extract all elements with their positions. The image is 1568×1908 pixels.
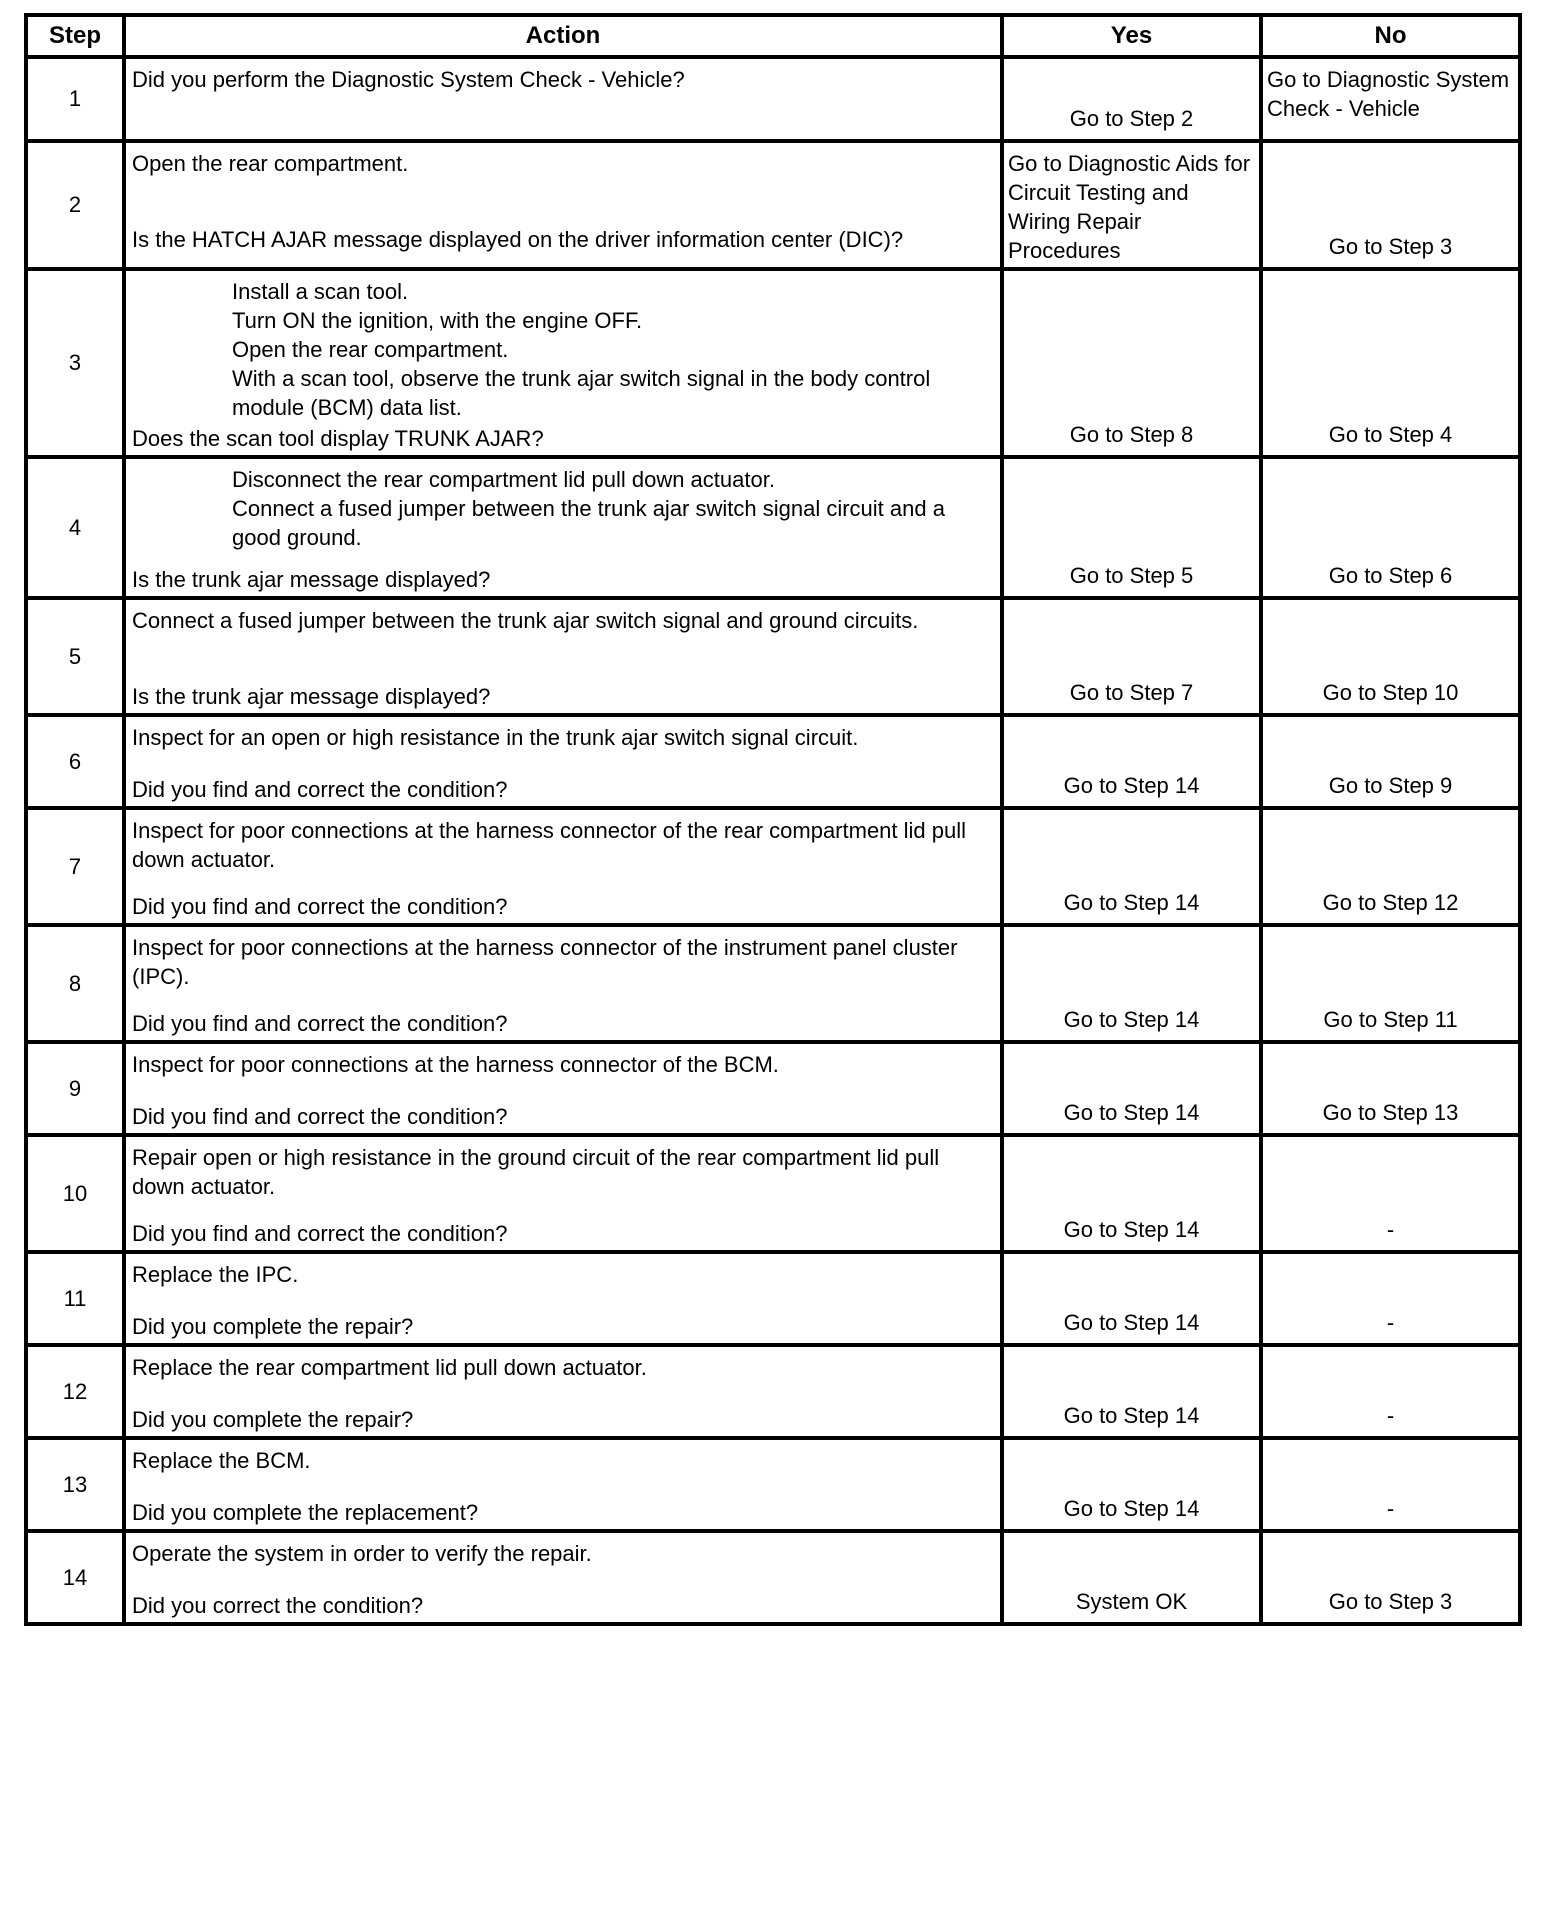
action-question: Did you find and correct the condition? [132,777,508,802]
action-instructions [132,606,994,635]
step-cell [26,808,124,925]
action-question: Did you find and correct the condition? [132,1221,508,1246]
table-row [26,1438,1520,1531]
table-row [26,57,1520,141]
step-cell [26,269,124,457]
header-yes: Yes [1002,15,1261,57]
no-cell: - [1261,1252,1520,1345]
yes-cell: Go to Step 14 [1002,1042,1261,1135]
step-cell [26,57,124,141]
action-cell [124,1042,1002,1135]
action-question: Is the trunk ajar message displayed? [132,567,491,592]
action-line: Inspect for poor connections at the harness connector of the BCM. [132,1052,779,1077]
table-row [26,269,1520,457]
action-cell [124,808,1002,925]
step-number: 8 [68,970,82,996]
step-cell [26,1531,124,1624]
action-cell [124,1531,1002,1624]
no-cell: Go to Step 4 [1261,269,1520,457]
header-step: Step [26,15,124,57]
action-line: Disconnect the rear compartment lid pull down actuator. [232,467,775,492]
action-cell [124,57,1002,141]
no-cell: Go to Step 10 [1261,598,1520,715]
action-instructions [132,465,994,552]
action-instructions [132,277,994,422]
action-line: Turn ON the ignition, with the engine OFF. [232,308,643,333]
table-row [26,715,1520,808]
no-cell: - [1261,1135,1520,1252]
yes-cell: Go to Step 14 [1002,1438,1261,1531]
action-line: Inspect for poor connections at the harness connector of the rear compartment lid pull down actuator. [132,818,967,872]
action-line: Replace the BCM. [132,1448,311,1473]
action-line: Replace the IPC. [132,1262,299,1287]
yes-cell: Go to Step 14 [1002,808,1261,925]
header-action: Action [124,15,1002,57]
action-instructions [132,933,994,991]
action-question: Did you complete the repair? [132,1407,414,1432]
action-cell [124,457,1002,598]
action-line: Inspect for poor connections at the harness connector of the instrument panel cluster (IPC). [132,935,958,989]
diagnostic-table [24,13,1522,1626]
yes-cell: System OK [1002,1531,1261,1624]
no-cell: Go to Step 6 [1261,457,1520,598]
table-row [26,808,1520,925]
step-cell [26,1438,124,1531]
action-instructions [132,1539,994,1568]
action-cell [124,141,1002,269]
step-number: 14 [62,1564,88,1590]
yes-cell: Go to Step 2 [1002,57,1261,141]
step-cell [26,715,124,808]
action-instructions [132,723,994,752]
step-number: 9 [68,1075,82,1101]
action-cell [124,269,1002,457]
step-number: 1 [68,86,82,111]
step-number: 7 [68,853,82,879]
no-cell: Go to Diagnostic System Check - Vehicle [1261,57,1520,141]
action-question: Did you find and correct the condition? [132,1011,508,1036]
step-number: 4 [68,514,82,540]
action-instructions [132,1353,994,1382]
action-question: Is the trunk ajar message displayed? [132,684,491,709]
action-question: Did you find and correct the condition? [132,894,508,919]
action-question: Is the HATCH AJAR message displayed on the driver information center (DIC)? [132,227,904,252]
action-question: Did you complete the replacement? [132,1500,479,1525]
action-line: With a scan tool, observe the trunk ajar switch signal in the body control module (BCM) data list. [232,366,931,420]
table-row [26,925,1520,1042]
table-row [26,457,1520,598]
step-cell [26,598,124,715]
action-cell [124,598,1002,715]
action-question: Does the scan tool display TRUNK AJAR? [132,426,544,451]
action-cell [124,715,1002,808]
action-cell [124,1345,1002,1438]
step-number: 5 [68,643,82,669]
action-cell [124,1135,1002,1252]
no-cell: Go to Step 12 [1261,808,1520,925]
action-line: Replace the rear compartment lid pull down actuator. [132,1355,647,1380]
step-cell [26,1042,124,1135]
step-number: 11 [63,1285,87,1311]
action-cell [124,1252,1002,1345]
yes-cell: Go to Step 14 [1002,925,1261,1042]
action-instructions [132,149,994,178]
step-cell [26,457,124,598]
yes-cell: Go to Step 14 [1002,715,1261,808]
no-cell: Go to Step 11 [1261,925,1520,1042]
action-instructions [132,1446,994,1475]
action-cell [124,925,1002,1042]
table-row [26,598,1520,715]
header-no: No [1261,15,1520,57]
no-cell: - [1261,1438,1520,1531]
yes-cell: Go to Step 8 [1002,269,1261,457]
action-instructions [132,65,994,94]
action-line: Install a scan tool. [232,279,409,304]
yes-cell: Go to Step 7 [1002,598,1261,715]
action-instructions [132,1050,994,1079]
yes-cell: Go to Step 14 [1002,1135,1261,1252]
yes-cell: Go to Step 14 [1002,1345,1261,1438]
action-line: Open the rear compartment. [232,337,509,362]
step-number: 10 [62,1180,88,1206]
table-row [26,1042,1520,1135]
action-instructions [132,1143,994,1201]
header-row [26,15,1520,57]
table-row [26,1345,1520,1438]
yes-cell: Go to Step 5 [1002,457,1261,598]
table-row [26,1252,1520,1345]
step-cell [26,1252,124,1345]
step-cell [26,1135,124,1252]
step-number: 13 [62,1471,88,1497]
action-question: Did you correct the condition? [132,1593,424,1618]
yes-cell: Go to Step 14 [1002,1252,1261,1345]
yes-cell: Go to Diagnostic Aids for Circuit Testing and Wiring Repair Procedures [1002,141,1261,269]
action-line: Did you perform the Diagnostic System Check - Vehicle? [132,67,685,92]
table-body [26,57,1520,1624]
no-cell: Go to Step 13 [1261,1042,1520,1135]
no-cell: Go to Step 3 [1261,141,1520,269]
action-instructions [132,816,994,874]
no-cell: Go to Step 9 [1261,715,1520,808]
no-cell: - [1261,1345,1520,1438]
action-line: Connect a fused jumper between the trunk ajar switch signal circuit and a good ground. [232,496,945,550]
step-cell [26,925,124,1042]
action-line: Operate the system in order to verify the repair. [132,1541,592,1566]
step-cell [26,1345,124,1438]
table-row [26,141,1520,269]
table-row [26,1531,1520,1624]
table-row [26,1135,1520,1252]
action-line: Inspect for an open or high resistance in the trunk ajar switch signal circuit. [132,725,859,750]
step-number: 3 [68,350,82,375]
action-question: Did you complete the repair? [132,1314,414,1339]
action-instructions [132,1260,994,1289]
action-line: Open the rear compartment. [132,151,409,176]
action-cell [124,1438,1002,1531]
step-number: 2 [68,192,82,217]
no-cell: Go to Step 3 [1261,1531,1520,1624]
step-number: 12 [62,1378,88,1404]
action-line: Connect a fused jumper between the trunk ajar switch signal and ground circuits. [132,608,919,633]
step-number: 6 [68,748,82,774]
action-question: Did you find and correct the condition? [132,1104,508,1129]
action-line: Repair open or high resistance in the ground circuit of the rear compartment lid pull down actuator. [132,1145,940,1199]
step-cell [26,141,124,269]
